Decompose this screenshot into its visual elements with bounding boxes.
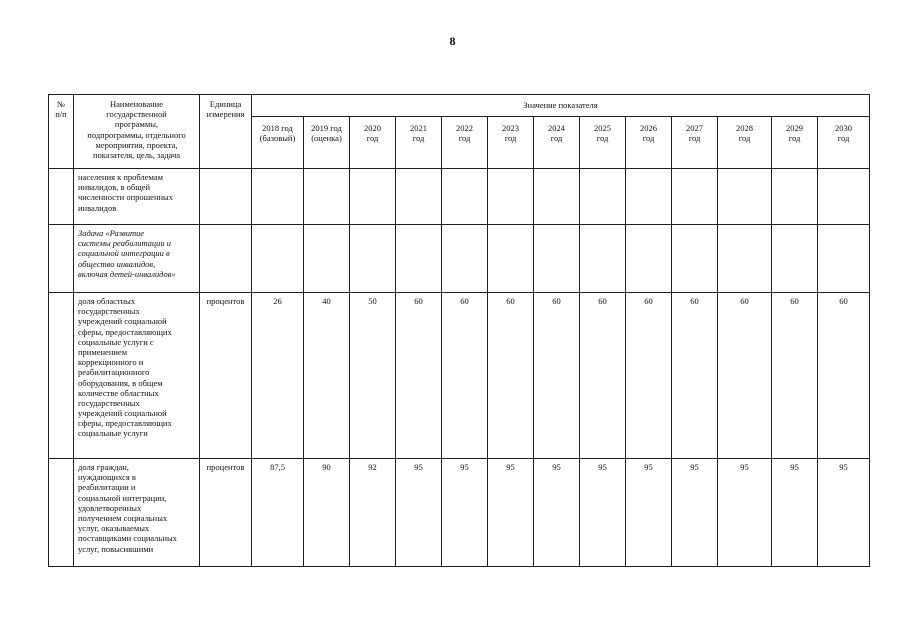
name-line: доля граждан, [78,462,129,472]
name-line: социальные услуги с [78,336,154,347]
name-line: доля областных [78,296,136,306]
row-number-cell [49,225,74,293]
value-cell [718,225,772,293]
value-cell: 60 [534,293,580,459]
year-header-7 [580,117,626,169]
value-cell [304,225,350,293]
year-header-6 [534,117,580,169]
name-header-line: программы, [114,119,159,130]
name-header-line: мероприятия, проекта, [95,139,178,150]
name-line: удовлетворенных [78,502,142,513]
year-header-line: год [504,133,517,144]
value-cell [534,225,580,293]
value-cell [580,225,626,293]
value-cell: 60 [772,293,818,459]
value-cell: 95 [580,459,626,567]
value-cell [534,169,580,225]
value-cell [626,225,672,293]
value-cell [772,169,818,225]
name-line: применением [78,346,128,357]
name-line: инвалидов [78,202,117,213]
name-line: сферы, предоставляющих [78,326,172,337]
value-cell [818,225,870,293]
year-header-2 [350,117,396,169]
value-cell: 26 [252,293,304,459]
value-cell [580,169,626,225]
year-header-line: год [837,133,850,144]
value-cell [252,169,304,225]
year-header-10 [718,117,772,169]
unit-cell [200,169,252,225]
value-cell: 95 [534,459,580,567]
value-cell: 60 [488,293,534,459]
year-header-line: 2029 [786,123,803,133]
row-number-cell [49,459,74,567]
value-cell: 95 [818,459,870,567]
value-cell [626,169,672,225]
name-line: количестве областных [78,387,159,398]
year-header-line: 2030 [835,123,852,133]
value-cell: 95 [772,459,818,567]
year-header-line: (оценка) [311,133,342,144]
table-row [49,459,870,567]
name-line: учреждений социальной [78,316,167,327]
name-line: сферы, предоставляющих [78,418,172,429]
year-header-line: год [550,133,563,144]
name-line: поставщиками социальных [78,533,177,544]
year-header-line: 2018 год [262,123,293,133]
page-number: 8 [449,34,456,48]
table-row [49,225,870,293]
value-cell: 95 [396,459,442,567]
value-cell: 40 [304,293,350,459]
value-cell [442,169,488,225]
value-cell: 90 [304,459,350,567]
indicators-table [48,94,870,567]
value-cell [672,225,718,293]
task-name-cell [74,225,200,293]
value-cell: 95 [626,459,672,567]
name-header-line: Наименование [110,99,163,109]
year-header-line: 2023 [502,123,519,133]
name-line: учреждений социальной [78,408,167,419]
unit-cell: процентов [200,293,252,459]
name-line: услуг, оказываемых [78,523,150,534]
name-line: услуг, повысившими [78,543,154,554]
value-cell [396,225,442,293]
year-header-line: 2027 [686,123,703,133]
unit-header-line: Единица [209,99,242,109]
value-cell [488,169,534,225]
num-column-header [49,95,74,169]
indicator-name-cell [74,293,200,459]
year-header-line: год [596,133,609,144]
year-header-line: 2025 [594,123,611,133]
value-cell [718,169,772,225]
year-header-11 [772,117,818,169]
table-row [49,293,870,459]
value-cell [396,169,442,225]
year-header-line: 2022 [456,123,473,133]
name-line: численности опрошенных [78,192,174,203]
year-header-line: год [738,133,751,144]
indicator-name-cell [74,169,200,225]
value-cell: 95 [488,459,534,567]
value-cell [304,169,350,225]
name-line: населения к проблемам [78,172,164,182]
name-line: включая детей-инвалидов» [78,268,176,279]
value-cell: 95 [442,459,488,567]
value-cell [350,225,396,293]
name-line: системы реабилитации и [78,238,172,249]
name-line: инвалидов, в общей [78,182,151,193]
value-cell [442,225,488,293]
name-header-line: показателя, цель, задача [93,149,180,160]
year-header-9 [672,117,718,169]
name-line: получением социальных [78,512,168,523]
year-header-line: 2026 [640,123,657,133]
year-header-4 [442,117,488,169]
value-cell [818,169,870,225]
value-cell: 87,5 [252,459,304,567]
value-cell: 95 [718,459,772,567]
num-header-line: № [56,99,66,109]
unit-column-header [200,95,252,169]
name-line: реабилитации и [78,482,136,493]
year-header-5 [488,117,534,169]
year-header-line: год [366,133,379,144]
year-header-line: 2021 [410,123,427,133]
name-line: нуждающихся в [78,472,136,483]
year-header-line: год [412,133,425,144]
name-header-line: государственной [106,109,167,120]
name-column-header [74,95,200,169]
name-line: оборудования, в общем [78,377,163,388]
value-cell: 60 [442,293,488,459]
year-header-8 [626,117,672,169]
value-cell: 60 [626,293,672,459]
year-header-line: 2019 год [311,123,342,133]
table-row [49,169,870,225]
row-number-cell [49,169,74,225]
values-header: Значение показателя [252,95,870,117]
year-header-line: год [688,133,701,144]
year-header-line: (базовый) [259,133,296,144]
unit-header-line: измерения [206,109,245,120]
value-cell [350,169,396,225]
year-header-line: 2020 [364,123,381,133]
value-cell [488,225,534,293]
year-header-12 [818,117,870,169]
num-header-line: п/п [55,109,67,120]
name-line: реабилитационного [78,367,150,378]
value-cell: 95 [672,459,718,567]
name-line: общество инвалидов, [78,258,156,269]
name-line: социальной интеграции, [78,492,167,503]
value-cell [252,225,304,293]
name-line: социальные услуги [78,428,148,439]
value-cell: 50 [350,293,396,459]
row-number-cell [49,293,74,459]
year-header-0 [252,117,304,169]
unit-cell: процентов [200,459,252,567]
year-header-line: 2028 [736,123,753,133]
year-header-line: год [642,133,655,144]
year-header-1 [304,117,350,169]
year-header-line: год [788,133,801,144]
value-cell: 92 [350,459,396,567]
year-header-3 [396,117,442,169]
unit-cell [200,225,252,293]
value-cell: 60 [818,293,870,459]
name-header-line: подпрограммы, отдельного [87,129,186,140]
value-cell: 60 [718,293,772,459]
value-cell: 60 [396,293,442,459]
name-line: Задача «Развитие [78,228,145,238]
name-line: государственных [78,397,140,408]
name-line: государственных [78,306,140,317]
value-cell: 60 [672,293,718,459]
year-header-line: год [458,133,471,144]
value-cell: 60 [580,293,626,459]
indicator-name-cell [74,459,200,567]
name-line: социальной интеграции в [78,248,170,259]
year-header-line: 2024 [548,123,565,133]
name-line: коррекционного и [78,357,144,368]
value-cell [672,169,718,225]
value-cell [772,225,818,293]
